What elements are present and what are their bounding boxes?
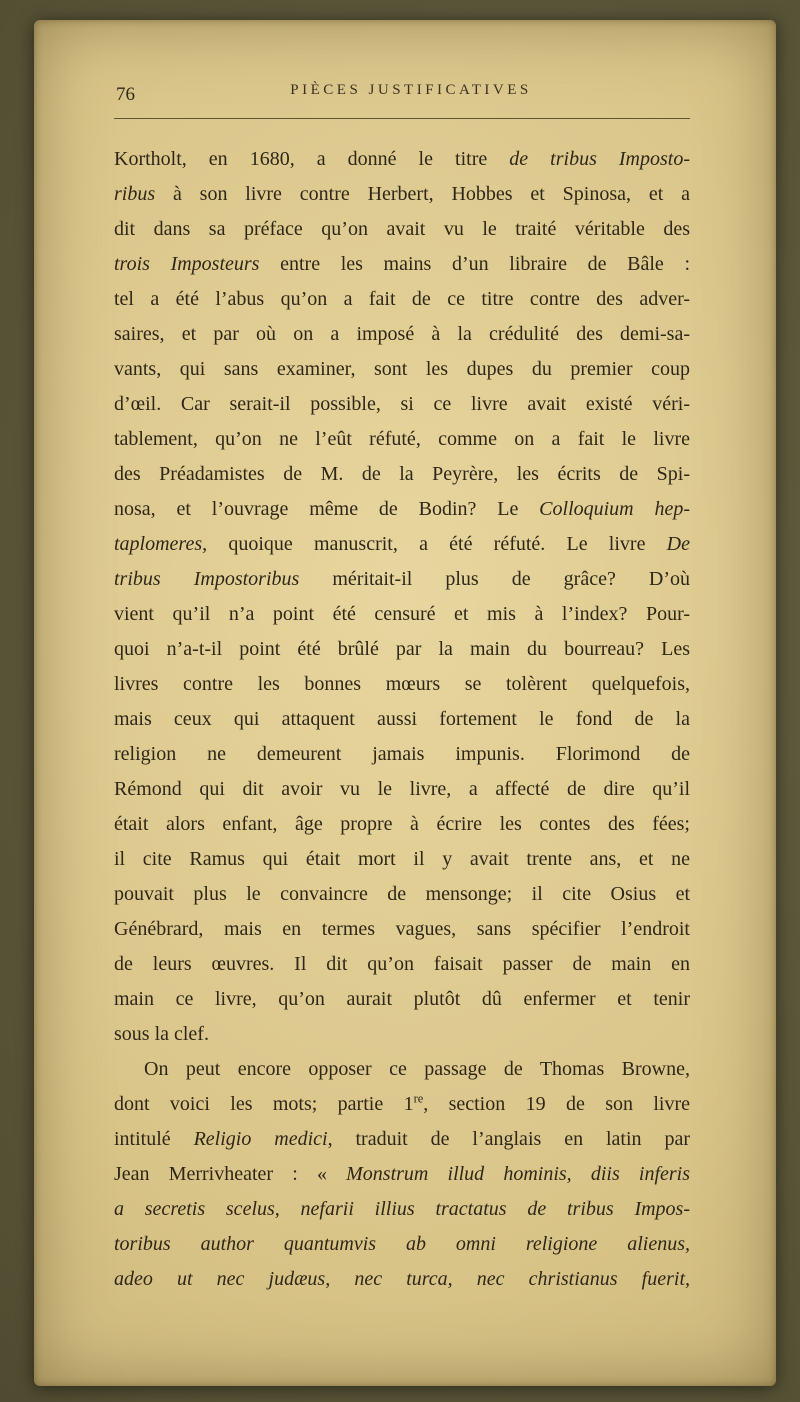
italic-text: ribus xyxy=(114,183,156,205)
text-line xyxy=(114,282,690,317)
text-segment: de leurs œuvres. Il dit qu’on faisait passer de main en xyxy=(114,953,690,975)
text-segment: tel a été l’abus qu’on a fait de ce titre contre des adver- xyxy=(114,288,690,310)
italic-text: De xyxy=(666,533,690,555)
text-segment: Jean Merrivheater : « xyxy=(114,1163,347,1185)
text-segment: intitulé xyxy=(114,1128,194,1150)
text-line xyxy=(114,597,690,632)
text-segment: dit dans sa préface qu’on avait vu le traité véritable des xyxy=(114,218,690,240)
text-segment: main ce livre, qu’on aurait plutôt dû enfermer et tenir xyxy=(114,988,690,1010)
text-segment: religion ne demeurent jamais impunis. Florimond de xyxy=(114,743,690,765)
text-segment: vants, qui sans examiner, sont les dupes du premier coup xyxy=(114,358,690,380)
italic-text: de tribus Imposto- xyxy=(509,148,690,170)
italic-text: tribus Impostoribus xyxy=(114,568,300,590)
text-line xyxy=(114,212,690,247)
text-line xyxy=(114,562,690,597)
text-segment: quoi n’a-t-il point été brûlé par la main du bourreau? Les xyxy=(114,638,690,660)
book-page xyxy=(34,20,776,1386)
text-line xyxy=(114,1052,690,1087)
text-segment: vient qu’il n’a point été censuré et mis à l’index? Pour- xyxy=(114,603,690,625)
text-segment: quoique manuscrit, a été réfuté. Le livre xyxy=(207,533,667,555)
text-body xyxy=(114,142,690,1297)
text-segment: à son livre contre Herbert, Hobbes et Spinosa, et a xyxy=(155,183,690,205)
text-segment: pouvait plus le convaincre de mensonge; il cite Osius et xyxy=(114,883,690,905)
text-line xyxy=(114,1262,690,1297)
text-segment: saires, et par où on a imposé à la crédulité des demi-sa- xyxy=(114,323,690,345)
italic-text: trois Imposteurs xyxy=(114,253,260,275)
running-title: PIÈCES JUSTIFICATIVES xyxy=(290,82,532,98)
italic-text: Monstrum illud hominis, diis inferis xyxy=(346,1163,691,1185)
text-segment: , section 19 de son livre xyxy=(423,1093,690,1115)
text-line xyxy=(114,457,690,492)
text-line xyxy=(114,1122,690,1157)
text-line xyxy=(114,877,690,912)
italic-text: adeo ut nec judæus, nec turca, nec christianus fuerit, xyxy=(114,1268,690,1290)
text-line xyxy=(114,912,690,947)
text-segment: Rémond qui dit avoir vu le livre, a affecté de dire qu’il xyxy=(114,778,690,800)
text-line xyxy=(114,177,690,212)
text-segment: , traduit de l’anglais en latin par xyxy=(327,1128,690,1150)
italic-text: taplomeres, xyxy=(114,533,208,555)
text-line xyxy=(114,387,690,422)
text-segment: livres contre les bonnes mœurs se tolèrent quelquefois, xyxy=(114,673,690,695)
text-line xyxy=(114,772,690,807)
page-header xyxy=(114,82,690,108)
text-segment: méritait-il plus de grâce? D’où xyxy=(299,568,690,590)
text-segment: Kortholt, en 1680, a donné le titre xyxy=(114,148,510,170)
text-line xyxy=(114,1087,690,1122)
text-segment: mais ceux qui attaquent aussi fortement le fond de la xyxy=(114,708,690,730)
text-segment: entre les mains d’un libraire de Bâle : xyxy=(259,253,691,275)
text-segment: nosa, et l’ouvrage même de Bodin? Le xyxy=(114,498,540,520)
italic-text: a secretis scelus, nefarii illius tractatus de tribus Impos- xyxy=(114,1198,690,1220)
text-segment: des Préadamistes de M. de la Peyrère, les écrits de Spi- xyxy=(114,463,690,485)
text-line xyxy=(114,667,690,702)
text-line xyxy=(114,527,690,562)
superscript-text: re xyxy=(413,1091,424,1106)
text-line xyxy=(114,352,690,387)
text-line xyxy=(114,422,690,457)
text-line xyxy=(114,247,690,282)
text-segment: était alors enfant, âge propre à écrire les contes des fées; xyxy=(114,813,690,835)
text-line xyxy=(114,1157,690,1192)
header-rule xyxy=(114,118,690,119)
text-segment: dont voici les mots; partie 1 xyxy=(114,1093,414,1115)
text-segment: tablement, qu’on ne l’eût réfuté, comme on a fait le livre xyxy=(114,428,690,450)
italic-text: toribus author quantumvis ab omni religione alienus, xyxy=(114,1233,690,1255)
text-line xyxy=(114,737,690,772)
text-line xyxy=(114,317,690,352)
text-segment: sous la clef. xyxy=(114,1023,209,1045)
italic-text: Colloquium hep- xyxy=(539,498,690,520)
text-line xyxy=(114,1227,690,1262)
italic-text: Religio medici xyxy=(193,1128,328,1150)
text-line xyxy=(114,492,690,527)
text-line xyxy=(114,842,690,877)
text-line xyxy=(114,807,690,842)
text-line xyxy=(114,1017,690,1052)
text-segment: On peut encore opposer ce passage de Thomas Browne, xyxy=(144,1058,690,1080)
text-line xyxy=(114,1192,690,1227)
text-line xyxy=(114,702,690,737)
page-number: 76 xyxy=(116,84,135,105)
text-segment: d’œil. Car serait-il possible, si ce livre avait existé véri- xyxy=(114,393,690,415)
text-line xyxy=(114,982,690,1017)
text-line xyxy=(114,947,690,982)
text-segment: Génébrard, mais en termes vagues, sans spécifier l’endroit xyxy=(114,918,690,940)
text-segment: il cite Ramus qui était mort il y avait trente ans, et ne xyxy=(114,848,690,870)
text-line xyxy=(114,142,690,177)
text-line xyxy=(114,632,690,667)
